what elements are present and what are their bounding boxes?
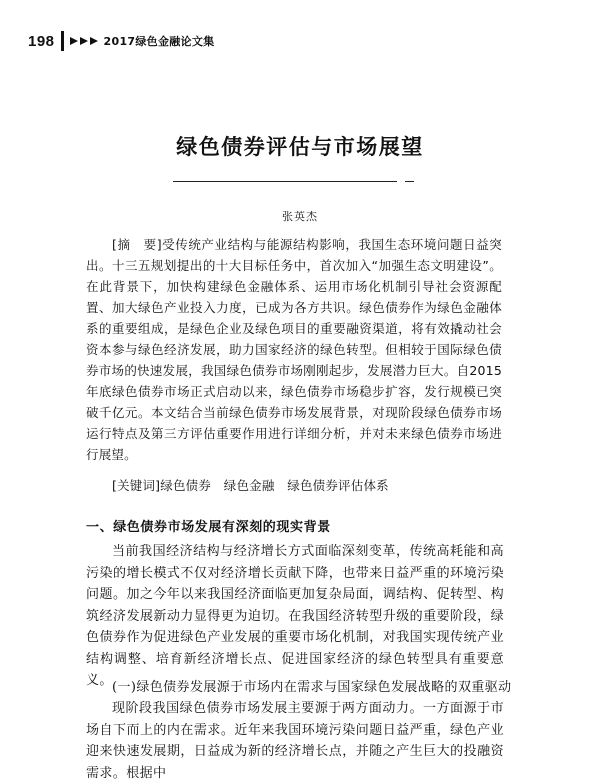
section-heading: 一、绿色债券市场发展有深刻的现实背景 (86, 520, 331, 535)
header-arrows-icon (70, 36, 100, 46)
series-title: 2017绿色金融论文集 (103, 35, 215, 48)
running-header (28, 30, 214, 52)
title-rule-dash (405, 181, 414, 182)
header-divider (61, 31, 64, 51)
article-title: 绿色债券评估与市场展望 (176, 135, 424, 159)
abstract: [摘 要]受传统产业结构与能源结构影响，我国生态环境问题日益突出。十三五规划提出的十大目标任务中，首次加入“加强生态文明建设”。在此背景下，加快构建绿色金融体系、运用市场化机制引导社会资源配置、加大绿色产业投入力度，已成为各方共识。绿色债券作为绿色金融体系的重要组成，是绿色企业及绿色项目的重要融资渠道，将有效撬动社会资本参与绿色经济发展，助力国家经济的绿色转型。但相较于国际绿色债券市场的快速发展，我国绿色债券市场刚刚起步，发展潜力巨大。自2015年底绿色债券市场正式启动以来，绿色债券市场稳步扩容，发行规模已突破千亿元。本文结合当前绿色债券市场发展背景，对现阶段绿色债券市场运行特点及第三方评估重要作用进行详细分析，并对未来绿色债券市场进行展望。 (86, 237, 502, 462)
keywords: [关键词]绿色债券 绿色金融 绿色债券评估体系 (112, 478, 389, 493)
author-name: 张英杰 (282, 210, 318, 223)
page-number: 198 (28, 32, 55, 50)
body-paragraph: 当前我国经济结构与经济增长方式面临深刻变革，传统高耗能和高污染的增长模式不仅对经济增长贡献下降，也带来日益严重的环境污染问题。加之今年以来我国经济面临更加复杂局面，调结构、促转型、构筑经济发展新动力显得更为迫切。在我国经济转型升级的重要阶段，绿色债券作为促进绿色产业发展的重要市场化机制，对我国实现传统产业结构调整、培育新经济增长点、促进国家经济的绿色转型具有重要意义。 (86, 544, 504, 688)
sub-heading: (一)绿色债券发展源于市场内在需求与国家绿色发展战略的双重驱动 (112, 680, 512, 695)
title-rule (173, 181, 397, 182)
body-paragraph: 现阶段我国绿色债券市场发展主要源于两方面动力。一方面源于市场自下而上的内在需求。近年来我国环境污染问题日益严重，绿色产业迎来快速发展期，日益成为新的经济增长点，并随之产生巨大的投融资需求。根据中 (86, 701, 504, 781)
